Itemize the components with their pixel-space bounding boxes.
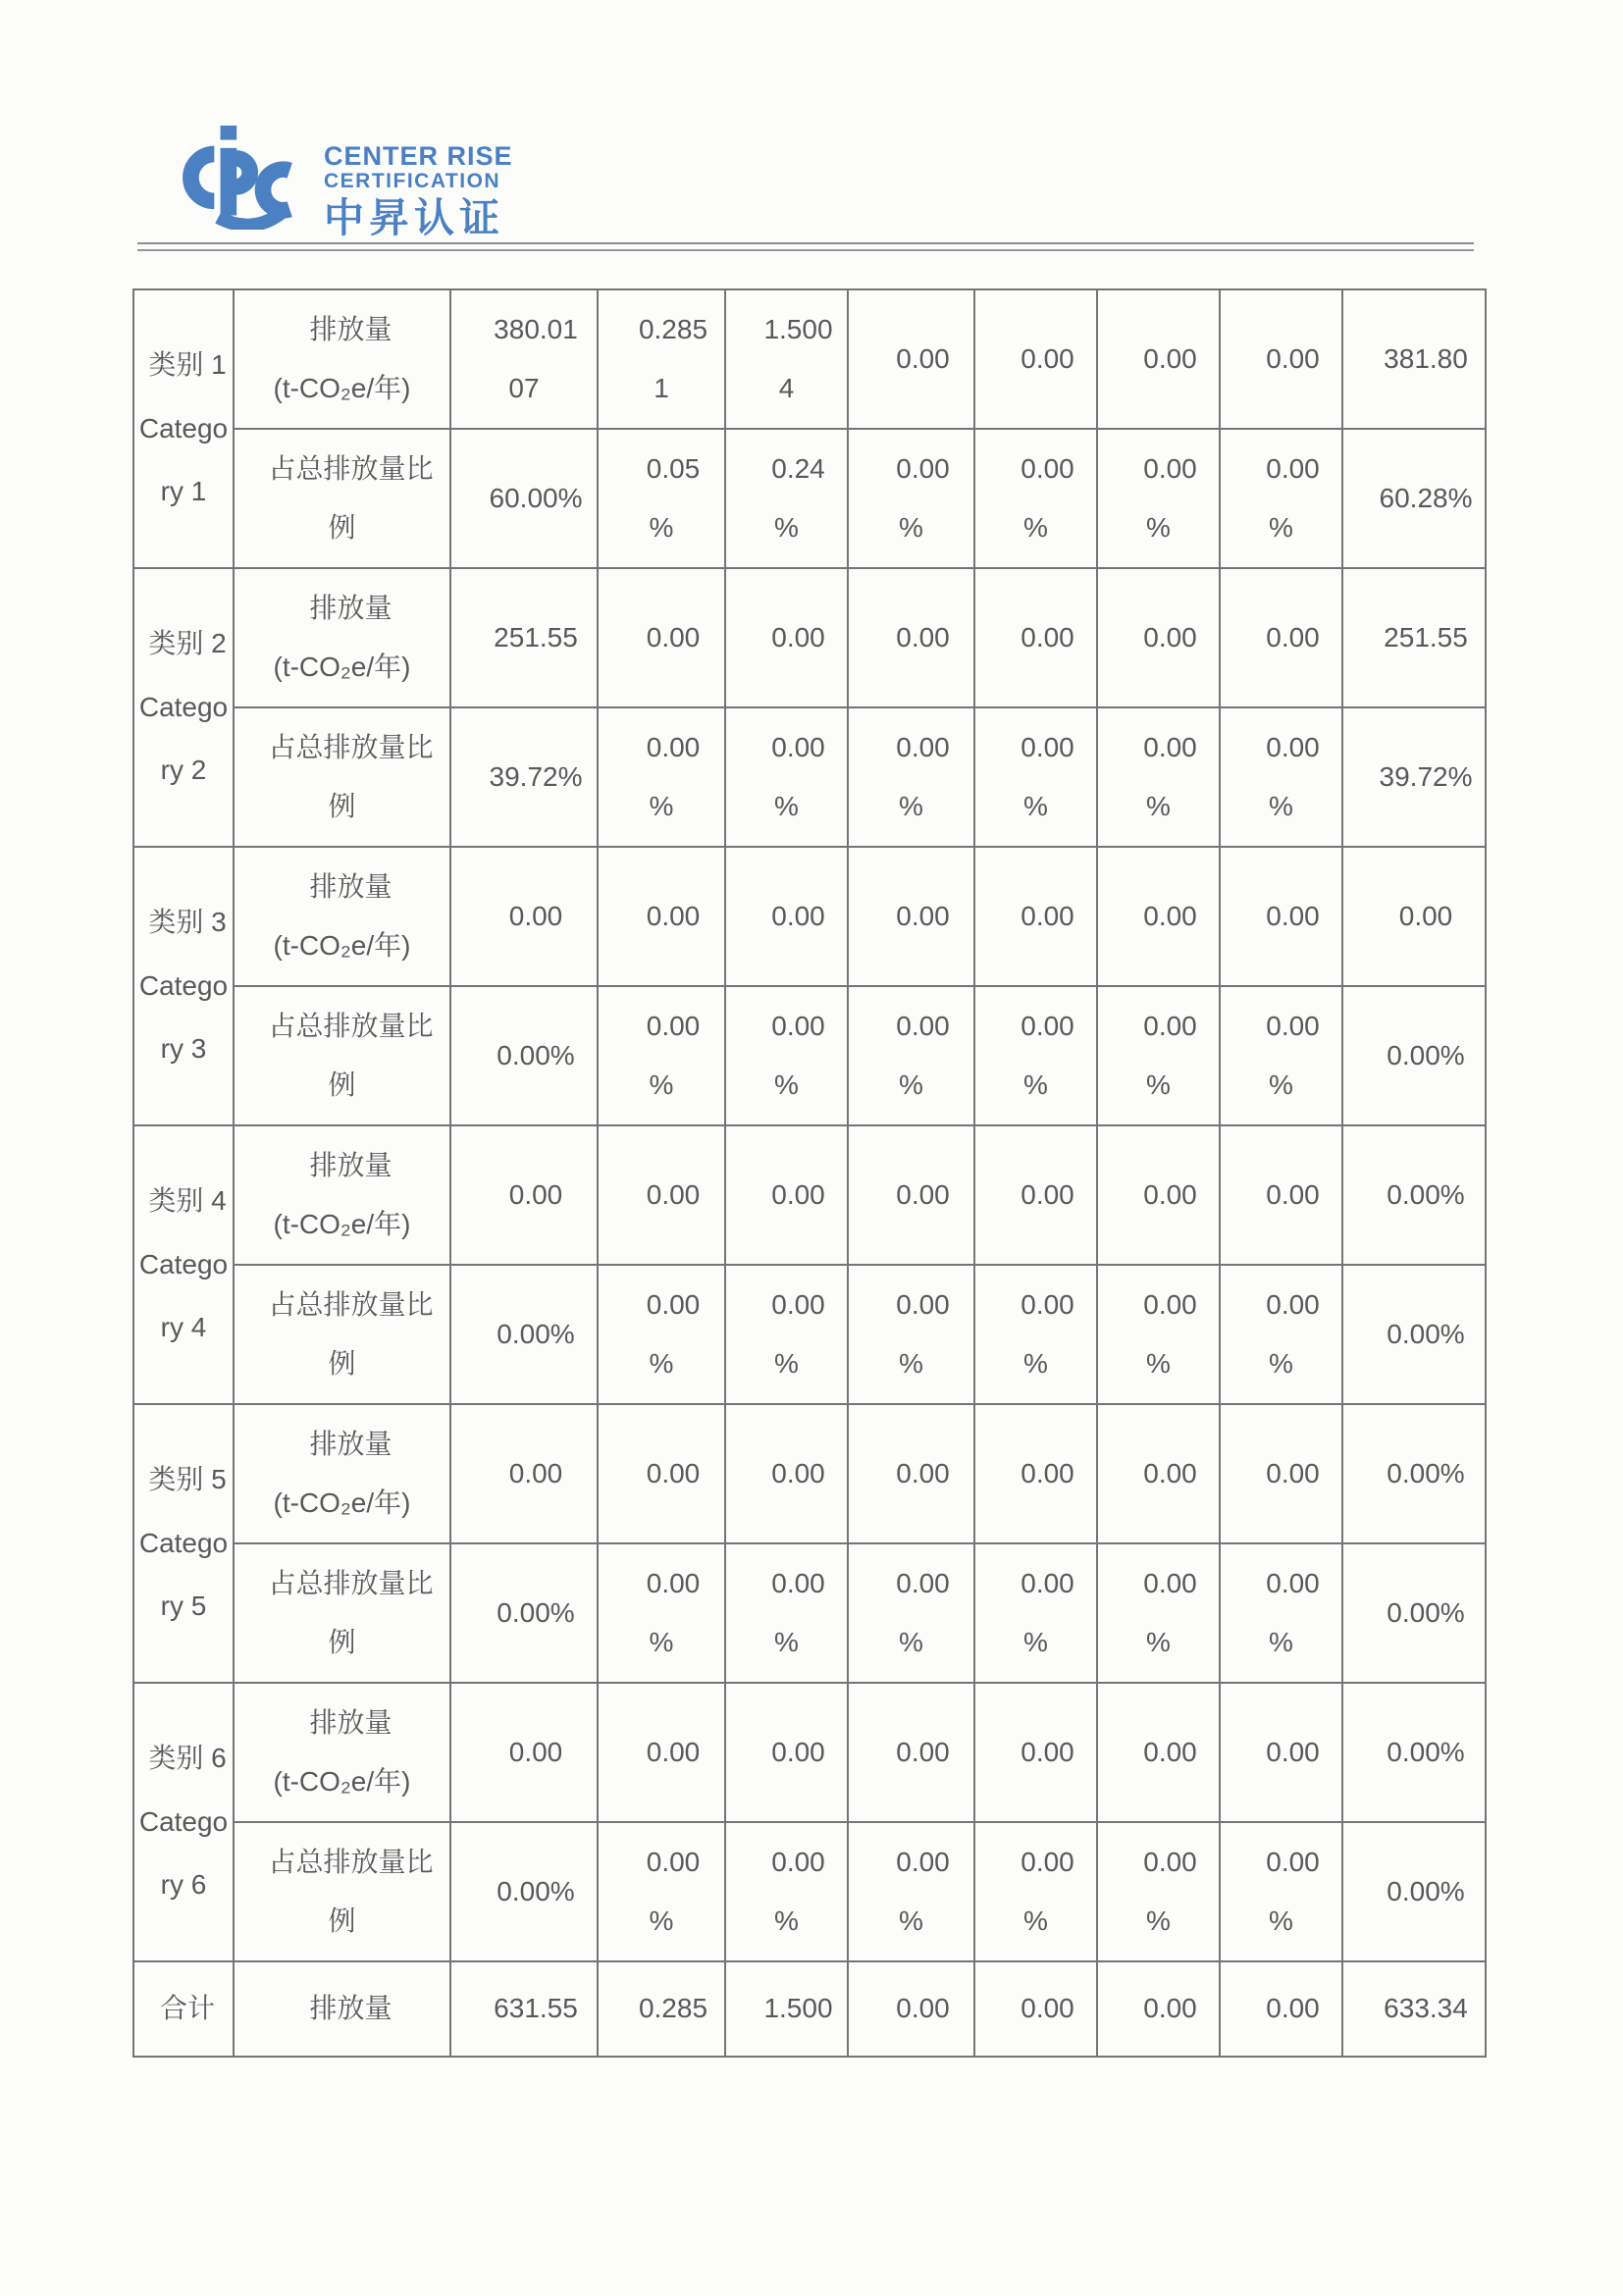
data-cell: 0.00: [1220, 847, 1342, 986]
data-cell: 0.00 %: [974, 429, 1097, 568]
data-cell: 0.00: [974, 568, 1097, 707]
data-cell: 0.00 %: [1220, 429, 1342, 568]
data-cell: 60.00%: [450, 429, 598, 568]
data-cell: 0.00 %: [598, 707, 725, 847]
data-cell: 0.00 %: [848, 986, 974, 1125]
data-cell: 0.00 %: [1220, 1543, 1342, 1683]
data-cell: 0.00%: [450, 1543, 598, 1683]
data-cell: 0.00: [450, 1404, 598, 1543]
data-cell: 0.00 %: [1220, 707, 1342, 847]
data-cell: 380.01 07: [450, 289, 598, 429]
data-cell: 0.00: [848, 1404, 974, 1543]
total-cell: 39.72%: [1342, 707, 1486, 847]
data-cell: 0.00: [1097, 568, 1220, 707]
data-cell: 1.500 4: [725, 289, 848, 429]
data-cell: 0.00 %: [598, 986, 725, 1125]
data-cell: 0.00%: [450, 986, 598, 1125]
data-cell: 0.00%: [450, 1822, 598, 1961]
data-cell: 0.00: [598, 1683, 725, 1822]
data-cell: 0.00 %: [1097, 986, 1220, 1125]
table-total-row: [133, 1961, 1486, 2057]
data-cell: 0.00 %: [1097, 707, 1220, 847]
data-cell: 0.00: [1220, 289, 1342, 429]
company-logo: [155, 126, 513, 241]
data-cell: 0.00: [848, 1961, 974, 2057]
data-cell: 0.00 %: [1097, 1822, 1220, 1961]
data-cell: 0.00 %: [1220, 1822, 1342, 1961]
data-cell: 0.00: [598, 1125, 725, 1265]
data-cell: 0.00 %: [1097, 1543, 1220, 1683]
data-cell: 0.00: [725, 847, 848, 986]
emissions-table-wrap: [132, 288, 1487, 2058]
data-cell: 0.00: [974, 1125, 1097, 1265]
total-label-cell: 合计: [133, 1961, 234, 2057]
data-cell: 0.00: [974, 1404, 1097, 1543]
total-cell: 0.00%: [1342, 1265, 1486, 1404]
data-cell: 0.00 %: [848, 1822, 974, 1961]
row-label-cell: 占总排放量比 例: [234, 429, 450, 568]
data-cell: 0.00: [1220, 1404, 1342, 1543]
data-cell: 0.00: [848, 568, 974, 707]
total-cell: 633.34: [1342, 1961, 1486, 2057]
table-row: [133, 1822, 1486, 1961]
data-cell: 631.55: [450, 1961, 598, 2057]
data-cell: 0.00 %: [848, 707, 974, 847]
data-cell: 0.00 %: [1097, 429, 1220, 568]
table-row: [133, 429, 1486, 568]
total-cell: 0.00%: [1342, 1543, 1486, 1683]
data-cell: 0.00 %: [974, 707, 1097, 847]
category-cell: 类别 3 Catego ry 3: [133, 847, 234, 1125]
row-label-cell: 排放量 (t-CO₂e/年): [234, 1125, 450, 1265]
data-cell: 0.00: [974, 1961, 1097, 2057]
category-cell: 类别 6 Catego ry 6: [133, 1683, 234, 1961]
data-cell: 0.00 %: [725, 707, 848, 847]
row-label-cell: 占总排放量比 例: [234, 1543, 450, 1683]
table-row: [133, 289, 1486, 429]
table-row: [133, 1125, 1486, 1265]
data-cell: 0.00 %: [725, 1265, 848, 1404]
data-cell: 0.00: [848, 1125, 974, 1265]
data-cell: 0.285 1: [598, 289, 725, 429]
row-label-cell: 占总排放量比 例: [234, 1265, 450, 1404]
table-row: [133, 847, 1486, 986]
data-cell: 0.00 %: [725, 986, 848, 1125]
data-cell: 0.00: [1097, 1404, 1220, 1543]
data-cell: 0.00: [848, 847, 974, 986]
data-cell: 0.00: [1220, 1125, 1342, 1265]
category-cell: 类别 5 Catego ry 5: [133, 1404, 234, 1683]
data-cell: 0.00 %: [974, 1265, 1097, 1404]
data-cell: 39.72%: [450, 707, 598, 847]
data-cell: 0.00 %: [974, 1543, 1097, 1683]
logo-name-en-line2: CERTIFICATION: [324, 170, 501, 192]
logo-name-en-line1: CENTER RISE: [324, 141, 513, 171]
table-row: [133, 707, 1486, 847]
data-cell: 0.00 %: [598, 1265, 725, 1404]
row-label-cell: 排放量 (t-CO₂e/年): [234, 1404, 450, 1543]
table-row: [133, 1265, 1486, 1404]
table-row: [133, 1543, 1486, 1683]
data-cell: 0.00 %: [974, 1822, 1097, 1961]
table-row: [133, 986, 1486, 1125]
row-label-cell: 占总排放量比 例: [234, 986, 450, 1125]
data-cell: 0.00: [974, 289, 1097, 429]
header-divider: [137, 242, 1474, 251]
category-cell: 类别 2 Catego ry 2: [133, 568, 234, 847]
row-label-cell: 排放量 (t-CO₂e/年): [234, 847, 450, 986]
total-cell: 60.28%: [1342, 429, 1486, 568]
data-cell: 0.00 %: [1220, 986, 1342, 1125]
row-label-cell: 排放量 (t-CO₂e/年): [234, 568, 450, 707]
data-cell: 0.00: [725, 1125, 848, 1265]
table-row: [133, 568, 1486, 707]
data-cell: 0.00: [974, 1683, 1097, 1822]
data-cell: 0.285: [598, 1961, 725, 2057]
data-cell: 0.00: [598, 568, 725, 707]
total-cell: 381.80: [1342, 289, 1486, 429]
data-cell: 0.00: [1220, 1683, 1342, 1822]
data-cell: 0.00: [848, 1683, 974, 1822]
table-row: [133, 1683, 1486, 1822]
category-cell: 类别 4 Catego ry 4: [133, 1125, 234, 1404]
logo-name-cn: 中昇认证: [324, 195, 504, 241]
data-cell: 0.00: [1097, 847, 1220, 986]
total-cell: 0.00: [1342, 847, 1486, 986]
data-cell: 0.00 %: [725, 1822, 848, 1961]
data-cell: 0.00: [725, 1404, 848, 1543]
row-label-cell: 占总排放量比 例: [234, 707, 450, 847]
data-cell: 0.00: [725, 1683, 848, 1822]
emissions-table: [132, 288, 1487, 2058]
row-label-cell: 排放量 (t-CO₂e/年): [234, 1683, 450, 1822]
data-cell: 0.00: [598, 847, 725, 986]
row-label-cell: 占总排放量比 例: [234, 1822, 450, 1961]
category-cell: 类别 1 Catego ry 1: [133, 289, 234, 568]
data-cell: 0.05 %: [598, 429, 725, 568]
data-cell: 0.00: [450, 847, 598, 986]
data-cell: 0.00 %: [1097, 1265, 1220, 1404]
data-cell: 0.00: [1220, 1961, 1342, 2057]
data-cell: 1.500: [725, 1961, 848, 2057]
crc-monogram-icon: [155, 126, 308, 230]
data-cell: 0.00: [725, 568, 848, 707]
data-cell: 0.00: [974, 847, 1097, 986]
data-cell: 0.00: [1097, 1125, 1220, 1265]
data-cell: 0.00: [848, 289, 974, 429]
data-cell: 0.00: [1097, 1683, 1220, 1822]
data-cell: 0.00 %: [1220, 1265, 1342, 1404]
table-row: [133, 1404, 1486, 1543]
data-cell: 0.00 %: [848, 429, 974, 568]
total-cell: 0.00%: [1342, 1404, 1486, 1543]
data-cell: 0.00 %: [848, 1543, 974, 1683]
data-cell: 0.00%: [450, 1265, 598, 1404]
data-cell: 0.00 %: [848, 1265, 974, 1404]
row-label-cell: 排放量 (t-CO₂e/年): [234, 289, 450, 429]
row-label-cell: 排放量: [234, 1961, 450, 2057]
total-cell: 0.00%: [1342, 1683, 1486, 1822]
total-cell: 0.00%: [1342, 1125, 1486, 1265]
data-cell: 0.00 %: [974, 986, 1097, 1125]
total-cell: 0.00%: [1342, 1822, 1486, 1961]
data-cell: 0.00: [1220, 568, 1342, 707]
data-cell: 0.24 %: [725, 429, 848, 568]
total-cell: 0.00%: [1342, 986, 1486, 1125]
data-cell: 0.00 %: [598, 1543, 725, 1683]
data-cell: 0.00: [598, 1404, 725, 1543]
data-cell: 251.55: [450, 568, 598, 707]
data-cell: 0.00: [1097, 1961, 1220, 2057]
total-cell: 251.55: [1342, 568, 1486, 707]
data-cell: 0.00: [1097, 289, 1220, 429]
data-cell: 0.00 %: [598, 1822, 725, 1961]
logo-text: [324, 126, 513, 241]
data-cell: 0.00 %: [725, 1543, 848, 1683]
data-cell: 0.00: [450, 1683, 598, 1822]
data-cell: 0.00: [450, 1125, 598, 1265]
